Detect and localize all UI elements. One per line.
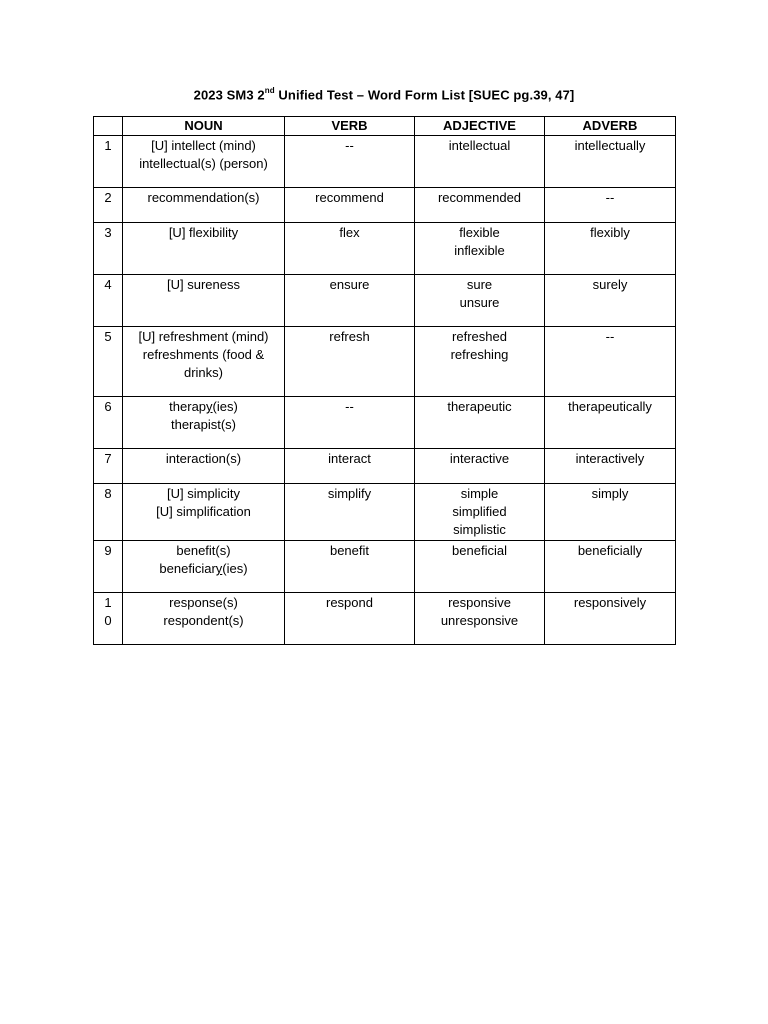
row-number-cell <box>94 449 123 484</box>
adjective-text: refreshed <box>452 329 507 344</box>
adjective-cell <box>415 593 545 645</box>
adjective-text: simple <box>460 486 499 501</box>
row-number-cell <box>94 188 123 223</box>
noun-text <box>126 398 281 416</box>
row-number-cell <box>94 327 123 397</box>
num-text: 0 <box>104 613 112 628</box>
table-row <box>94 449 676 484</box>
table-row <box>94 136 676 188</box>
verb-text: interact <box>328 451 371 466</box>
row-number-cell <box>94 136 123 188</box>
adjective-text: refreshing <box>450 347 509 362</box>
table-row <box>94 484 676 541</box>
num-text: 1 <box>104 138 112 153</box>
noun-text: [U] intellect (mind) <box>151 138 256 153</box>
adjective-cell <box>415 188 545 223</box>
noun-text: respondent(s) <box>163 613 244 628</box>
adverb-cell <box>545 275 676 327</box>
adjective-text: interactive <box>449 451 510 466</box>
adverb-text: -- <box>605 329 615 344</box>
noun-cell <box>123 275 285 327</box>
verb-cell <box>285 188 415 223</box>
header-adverb: ADVERB <box>545 117 676 136</box>
adverb-cell <box>545 449 676 484</box>
adverb-text: therapeutically <box>568 399 652 414</box>
adjective-text: unsure <box>459 295 500 310</box>
adjective-text: sure <box>466 277 493 292</box>
document-title <box>0 87 768 102</box>
adverb-cell <box>545 327 676 397</box>
noun-text: refreshments (food & <box>142 347 265 362</box>
verb-cell <box>285 593 415 645</box>
num-text: 6 <box>104 399 112 414</box>
word-form-table <box>93 116 676 645</box>
adjective-cell <box>415 275 545 327</box>
underlined-letter: y <box>215 561 223 576</box>
table-row <box>94 275 676 327</box>
num-text: 9 <box>104 543 112 558</box>
verb-text: ensure <box>329 277 370 292</box>
noun-cell <box>123 397 285 449</box>
noun-text: [U] sureness <box>167 277 240 292</box>
row-number-cell <box>94 593 123 645</box>
adjective-text: inflexible <box>454 243 505 258</box>
adjective-text: recommended <box>437 190 522 205</box>
noun-text: interaction(s) <box>165 451 242 466</box>
adverb-text: -- <box>605 190 615 205</box>
row-number-cell <box>94 397 123 449</box>
verb-cell <box>285 541 415 593</box>
num-text: 3 <box>104 225 112 240</box>
adverb-cell <box>545 223 676 275</box>
verb-cell <box>285 136 415 188</box>
verb-text: benefit <box>329 543 370 558</box>
noun-text: therapist(s) <box>170 417 237 432</box>
word-part: beneficiar <box>159 561 216 576</box>
header-noun: NOUN <box>123 117 285 136</box>
adjective-text: beneficial <box>452 543 507 558</box>
num-text: 7 <box>104 451 112 466</box>
adjective-cell <box>415 484 545 541</box>
adjective-text: simplistic <box>453 522 506 537</box>
table-body <box>94 136 676 645</box>
table-row <box>94 593 676 645</box>
verb-cell <box>285 327 415 397</box>
adjective-text: intellectual <box>448 138 511 153</box>
table-row <box>94 397 676 449</box>
noun-text: drinks) <box>183 365 223 380</box>
noun-text: response(s) <box>169 595 238 610</box>
title-prefix: 2023 SM3 2 <box>193 87 265 103</box>
table-row <box>94 223 676 275</box>
adverb-cell <box>545 188 676 223</box>
verb-cell <box>285 275 415 327</box>
adjective-text: responsive <box>448 595 511 610</box>
adjective-text: flexible <box>459 225 500 240</box>
verb-cell <box>285 397 415 449</box>
adverb-text: surely <box>592 277 628 292</box>
adjective-cell <box>415 136 545 188</box>
noun-cell <box>123 449 285 484</box>
verb-cell <box>285 223 415 275</box>
underlined-letter: y <box>206 399 213 414</box>
verb-text: recommend <box>315 190 384 205</box>
verb-text: refresh <box>329 329 370 344</box>
verb-text: -- <box>345 399 354 414</box>
verb-cell <box>285 484 415 541</box>
adjective-cell <box>415 449 545 484</box>
adverb-text: beneficially <box>577 543 643 558</box>
adverb-text: intellectually <box>574 138 646 153</box>
adverb-cell <box>545 136 676 188</box>
noun-cell <box>123 541 285 593</box>
header-verb: VERB <box>285 117 415 136</box>
noun-text <box>126 560 281 578</box>
row-number-cell <box>94 541 123 593</box>
noun-text: recommendation(s) <box>147 190 260 205</box>
adjective-text: therapeutic <box>447 399 512 414</box>
adjective-cell <box>415 541 545 593</box>
table-header-row <box>94 117 676 136</box>
adverb-cell <box>545 397 676 449</box>
noun-cell <box>123 327 285 397</box>
title-suffix: Unified Test – Word Form List [SUEC pg.39, 47] <box>274 87 575 103</box>
adverb-cell <box>545 593 676 645</box>
adjective-cell <box>415 223 545 275</box>
noun-text: [U] simplicity <box>167 486 240 501</box>
row-number-cell <box>94 275 123 327</box>
verb-text: simplify <box>327 486 372 501</box>
header-number <box>94 117 123 136</box>
noun-cell <box>123 223 285 275</box>
row-number-cell <box>94 223 123 275</box>
adverb-text: responsively <box>573 595 647 610</box>
title-superscript: nd <box>264 86 275 95</box>
noun-cell <box>123 484 285 541</box>
verb-text: respond <box>326 595 373 610</box>
adverb-text: flexibly <box>590 225 630 240</box>
adjective-text: unresponsive <box>440 613 519 628</box>
noun-text: [U] refreshment (mind) <box>138 329 269 344</box>
table-row <box>94 541 676 593</box>
verb-text: -- <box>345 138 354 153</box>
word-part: (ies) <box>222 561 248 576</box>
adverb-text: interactively <box>575 451 645 466</box>
num-text: 2 <box>104 190 112 205</box>
table-row <box>94 188 676 223</box>
adjective-cell <box>415 327 545 397</box>
adverb-text: simply <box>591 486 629 501</box>
noun-cell <box>123 593 285 645</box>
word-part: (ies) <box>212 399 238 414</box>
header-adjective: ADJECTIVE <box>415 117 545 136</box>
noun-text: intellectual(s) (person) <box>139 156 268 171</box>
adjective-cell <box>415 397 545 449</box>
noun-cell <box>123 188 285 223</box>
adverb-cell <box>545 541 676 593</box>
num-text: 5 <box>104 329 112 344</box>
word-part: therap <box>169 399 207 414</box>
noun-text: benefit(s) <box>176 543 231 558</box>
noun-text: [U] flexibility <box>168 225 239 240</box>
num-text: 4 <box>104 277 112 292</box>
noun-text: [U] simplification <box>156 504 251 519</box>
verb-cell <box>285 449 415 484</box>
adjective-text: simplified <box>452 504 507 519</box>
noun-cell <box>123 136 285 188</box>
num-text: 1 <box>104 595 112 610</box>
verb-text: flex <box>339 225 360 240</box>
row-number-cell <box>94 484 123 541</box>
table-row <box>94 327 676 397</box>
adverb-cell <box>545 484 676 541</box>
num-text: 8 <box>104 486 112 501</box>
